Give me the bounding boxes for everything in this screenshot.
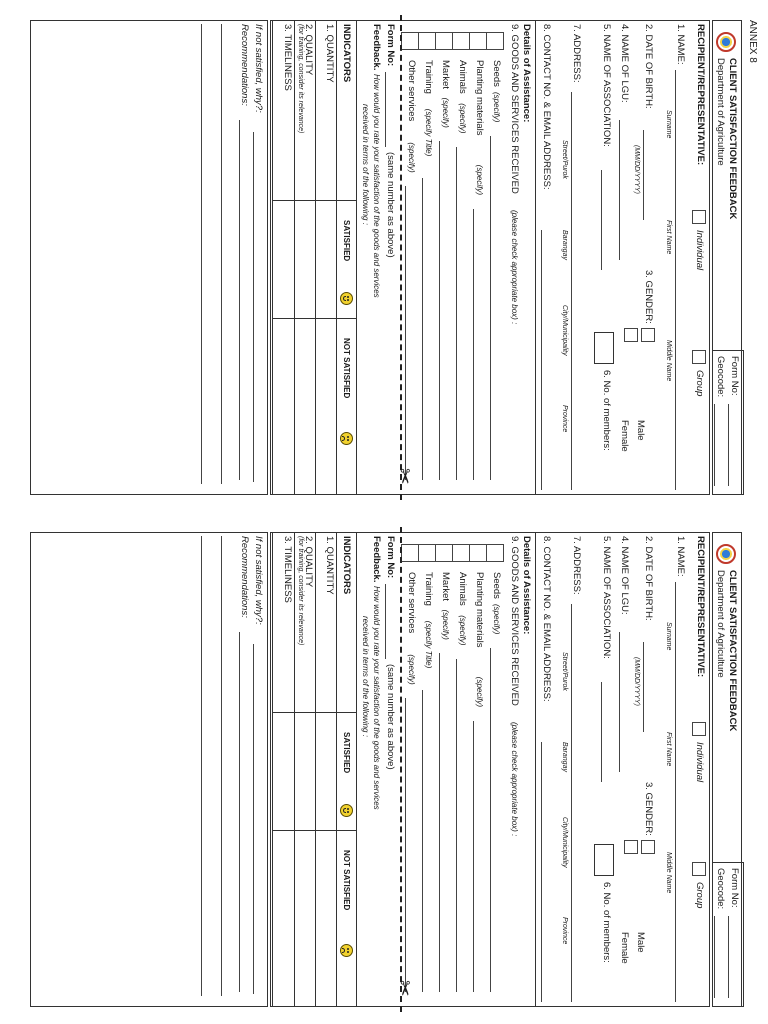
recipient-label: RECIPIENT/REPRESENTATIVE:: [695, 24, 706, 166]
individual-checkbox[interactable]: [692, 210, 706, 224]
name-sub-surname: Surname: [665, 622, 672, 651]
same-number-note: (same number as above): [385, 152, 396, 258]
sad-face-icon: [340, 432, 353, 445]
goods-label: 9. GOODS AND SERVICES RECEIVED: [509, 24, 520, 194]
goods-checkbox[interactable]: [486, 32, 504, 50]
goods-item-label: Planting materials: [474, 572, 485, 648]
dob-label: 2. DATE OF BIRTH:: [643, 536, 654, 621]
recommendations-line-3[interactable]: [201, 536, 202, 996]
goods-item-label: Market: [440, 572, 451, 602]
individual-checkbox[interactable]: [692, 722, 706, 736]
male-checkbox[interactable]: [641, 840, 655, 854]
individual-label: Individual: [694, 230, 705, 271]
lgu-line[interactable]: [619, 120, 620, 260]
goods-checkbox[interactable]: [435, 32, 453, 50]
lgu-line[interactable]: [619, 632, 620, 772]
male-checkbox[interactable]: [641, 328, 655, 342]
recommendations-label: Recommendations:: [239, 536, 250, 618]
goods-item-line[interactable]: [456, 147, 457, 480]
details-divider: [535, 20, 536, 495]
goods-checkbox[interactable]: [435, 544, 453, 562]
feedback-form-no-label: Form No:: [385, 24, 396, 67]
goods-note: (please check appropriate box) :: [510, 210, 519, 325]
happy-face-icon: [340, 804, 353, 817]
satisfied-header: SATISFIED: [342, 732, 351, 774]
satisfied-cell[interactable]: [275, 713, 295, 829]
feedback-question-1: How would you rate your satisfaction of the goods and services: [372, 74, 381, 298]
department-name: Department of Agriculture: [715, 58, 726, 166]
goods-item-line[interactable]: [422, 690, 423, 992]
indicator-label: 2. QUALITY: [303, 536, 314, 588]
goods-item-label: Animals: [457, 60, 468, 94]
members-label: 6. No. of members:: [601, 882, 612, 963]
lgu-label: 4. NAME OF LGU:: [619, 536, 630, 615]
form-no-label: Form No:: [729, 356, 740, 396]
indicators-header: INDICATORS: [341, 24, 352, 83]
goods-item-note: (specify): [407, 142, 416, 173]
department-logo: [716, 32, 736, 52]
goods-item-line[interactable]: [490, 648, 491, 992]
goods-note: (please check appropriate box) :: [510, 722, 519, 837]
goods-item-label: Animals: [457, 572, 468, 606]
name-line[interactable]: [675, 70, 676, 490]
goods-checkbox[interactable]: [418, 32, 436, 50]
association-label: 5. NAME OF ASSOCIATION:: [601, 536, 612, 659]
geocode-label: Geocode:: [715, 356, 726, 398]
details-label: Details of Assistance:: [521, 536, 532, 635]
goods-checkbox[interactable]: [469, 32, 487, 50]
goods-checkbox[interactable]: [452, 544, 470, 562]
address-sub-barangay: Barangay: [561, 742, 568, 772]
name-label: 1. NAME:: [675, 536, 686, 577]
feedback-form-1: [30, 20, 742, 495]
contact-line[interactable]: [541, 230, 542, 490]
geocode-line[interactable]: [714, 916, 715, 998]
geocode-line[interactable]: [714, 404, 715, 486]
scissors-icon: ✂: [393, 468, 415, 485]
goods-item-line[interactable]: [490, 136, 491, 480]
cut-line: [400, 527, 402, 1012]
name-line[interactable]: [675, 582, 676, 1002]
annex-label: ANNEX 8: [747, 20, 758, 63]
feedback-label: Feedback.: [371, 536, 382, 583]
goods-item-note: (specify): [458, 103, 467, 134]
address-label: 7. ADDRESS:: [571, 536, 582, 595]
goods-item-label: Training: [423, 60, 434, 94]
not-satisfied-header: NOT SATISFIED: [342, 850, 351, 911]
indicator-label: 3. TIMELINESS: [282, 24, 293, 91]
male-label: Male: [635, 932, 646, 953]
same-number-note: (same number as above): [385, 664, 396, 770]
dob-line[interactable]: [643, 130, 644, 220]
feedback-question-1: How would you rate your satisfaction of the goods and services: [372, 586, 381, 810]
goods-item-label: Seeds: [491, 60, 502, 87]
goods-item-note: (specify): [492, 92, 501, 123]
goods-checkbox[interactable]: [486, 544, 504, 562]
recommendations-label: Recommendations:: [239, 24, 250, 106]
satisfied-header: SATISFIED: [342, 220, 351, 262]
address-sub-street: Street/Purok: [561, 652, 568, 691]
not-satisfied-cell[interactable]: [296, 831, 316, 1006]
female-checkbox[interactable]: [624, 328, 638, 342]
goods-item-line[interactable]: [439, 653, 440, 992]
members-box[interactable]: [594, 844, 614, 876]
indicators-header: INDICATORS: [341, 536, 352, 595]
department-logo: [716, 544, 736, 564]
association-label: 5. NAME OF ASSOCIATION:: [601, 24, 612, 147]
satisfied-cell[interactable]: [317, 201, 337, 317]
goods-checkbox[interactable]: [418, 544, 436, 562]
feedback-form-2: [30, 532, 742, 1007]
name-sub-middle: Middle Name: [665, 852, 672, 894]
goods-item-label: Other services: [406, 572, 417, 634]
satisfied-cell[interactable]: [296, 713, 316, 829]
why-label: If not satisfied, why?:: [253, 24, 264, 113]
not-satisfied-cell[interactable]: [317, 319, 337, 494]
details-label: Details of Assistance:: [521, 24, 532, 123]
recipient-label: RECIPIENT/REPRESENTATIVE:: [695, 536, 706, 678]
goods-checkbox[interactable]: [401, 32, 419, 50]
geocode-label: Geocode:: [715, 868, 726, 910]
goods-item-note: (specify Title): [424, 620, 433, 669]
association-line[interactable]: [601, 170, 602, 270]
form-no-label: Form No:: [729, 868, 740, 908]
goods-item-note: (specify): [458, 615, 467, 646]
goods-item-line[interactable]: [473, 209, 474, 480]
goods-item-label: Planting materials: [474, 60, 485, 136]
name-sub-surname: Surname: [665, 110, 672, 139]
name-sub-first: First Name: [665, 220, 672, 255]
dob-label: 2. DATE OF BIRTH:: [643, 24, 654, 109]
satisfied-cell[interactable]: [275, 201, 295, 317]
why-line[interactable]: [253, 644, 254, 994]
goods-checkbox[interactable]: [469, 544, 487, 562]
group-label: Group: [694, 882, 705, 909]
goods-label: 9. GOODS AND SERVICES RECEIVED: [509, 536, 520, 706]
satisfied-cell[interactable]: [296, 201, 316, 317]
goods-item-line[interactable]: [456, 659, 457, 992]
feedback-form-no-label: Form No:: [385, 536, 396, 579]
cut-line: [400, 15, 402, 500]
goods-item-note: (specify): [492, 604, 501, 635]
contact-line[interactable]: [541, 742, 542, 1002]
goods-item-note: (specify Title): [424, 108, 433, 157]
sad-face-icon: [340, 944, 353, 957]
gender-label: 3. GENDER:: [643, 782, 654, 836]
satisfied-cell[interactable]: [317, 713, 337, 829]
address-sub-street: Street/Purok: [561, 140, 568, 179]
goods-item-line[interactable]: [473, 721, 474, 992]
goods-checkbox[interactable]: [401, 544, 419, 562]
address-sub-province: Province: [561, 917, 568, 945]
not-satisfied-cell[interactable]: [275, 831, 295, 1006]
name-sub-middle: Middle Name: [665, 340, 672, 382]
address-line[interactable]: [571, 92, 572, 490]
goods-item-label: Other services: [406, 60, 417, 122]
recommendations-line[interactable]: [239, 120, 240, 480]
dob-format: (MM/DD/YYYY): [633, 145, 640, 194]
feedback-form-no-line[interactable]: [385, 72, 386, 147]
name-label: 1. NAME:: [675, 24, 686, 65]
why-line[interactable]: [253, 132, 254, 482]
lgu-label: 4. NAME OF LGU:: [619, 24, 630, 103]
goods-item-note: (specify): [441, 97, 450, 128]
recommendations-line-2[interactable]: [221, 536, 222, 996]
happy-face-icon: [340, 292, 353, 305]
female-checkbox[interactable]: [624, 840, 638, 854]
address-label: 7. ADDRESS:: [571, 24, 582, 83]
recommendations-line-2[interactable]: [221, 24, 222, 484]
members-box[interactable]: [594, 332, 614, 364]
goods-item-line[interactable]: [439, 141, 440, 480]
address-line[interactable]: [571, 604, 572, 1002]
male-label: Male: [635, 420, 646, 441]
recommendations-line-3[interactable]: [201, 24, 202, 484]
not-satisfied-header: NOT SATISFIED: [342, 338, 351, 399]
address-sub-city: City/Municipality: [561, 817, 568, 868]
feedback-form-no-line[interactable]: [385, 584, 386, 659]
form-no-line[interactable]: [728, 404, 729, 486]
form-title: CLIENT SATISFACTION FEEDBACK: [727, 58, 738, 220]
goods-item-note: (specify): [475, 164, 484, 196]
indicator-label: 2. QUALITY: [303, 24, 314, 76]
address-sub-city: City/Municipality: [561, 305, 568, 356]
group-label: Group: [694, 370, 705, 397]
indicator-label: 1. QUANTITY: [324, 24, 335, 83]
goods-checkbox[interactable]: [452, 32, 470, 50]
dob-line[interactable]: [643, 642, 644, 732]
female-label: Female: [619, 932, 630, 964]
female-label: Female: [619, 420, 630, 452]
indicator-label: 1. QUANTITY: [324, 536, 335, 595]
goods-item-line[interactable]: [422, 178, 423, 480]
recommendations-line[interactable]: [239, 632, 240, 992]
comments-box: [30, 20, 268, 495]
members-label: 6. No. of members:: [601, 370, 612, 451]
not-satisfied-cell[interactable]: [296, 319, 316, 494]
indicator-note: (for training, consider its relevance): [297, 24, 304, 134]
feedback-question-2: received in terms of the following :: [361, 104, 370, 225]
why-label: If not satisfied, why?:: [253, 536, 264, 625]
address-sub-barangay: Barangay: [561, 230, 568, 260]
form-no-line[interactable]: [728, 916, 729, 998]
details-divider: [535, 532, 536, 1007]
not-satisfied-cell[interactable]: [275, 319, 295, 494]
goods-item-note: (specify): [441, 609, 450, 640]
individual-label: Individual: [694, 742, 705, 783]
indicator-label: 3. TIMELINESS: [282, 536, 293, 603]
goods-item-label: Market: [440, 60, 451, 90]
dob-format: (MM/DD/YYYY): [633, 657, 640, 706]
association-line[interactable]: [601, 682, 602, 782]
goods-item-line[interactable]: [405, 698, 406, 992]
address-sub-province: Province: [561, 405, 568, 433]
not-satisfied-cell[interactable]: [317, 831, 337, 1006]
gender-label: 3. GENDER:: [643, 270, 654, 324]
feedback-label: Feedback.: [371, 24, 382, 71]
scissors-icon: ✂: [393, 980, 415, 997]
name-sub-first: First Name: [665, 732, 672, 767]
department-name: Department of Agriculture: [715, 570, 726, 678]
goods-item-note: (specify): [475, 676, 484, 708]
goods-item-line[interactable]: [405, 186, 406, 480]
feedback-question-2: received in terms of the following :: [361, 616, 370, 737]
indicator-note: (for training, consider its relevance): [297, 536, 304, 646]
contact-label: 8. CONTACT NO. & EMAIL ADDRESS:: [541, 24, 552, 190]
group-checkbox[interactable]: [692, 862, 706, 876]
contact-label: 8. CONTACT NO. & EMAIL ADDRESS:: [541, 536, 552, 702]
goods-item-label: Seeds: [491, 572, 502, 599]
goods-item-note: (specify): [407, 654, 416, 685]
comments-box: [30, 532, 268, 1007]
goods-item-label: Training: [423, 572, 434, 606]
form-title: CLIENT SATISFACTION FEEDBACK: [727, 570, 738, 732]
group-checkbox[interactable]: [692, 350, 706, 364]
